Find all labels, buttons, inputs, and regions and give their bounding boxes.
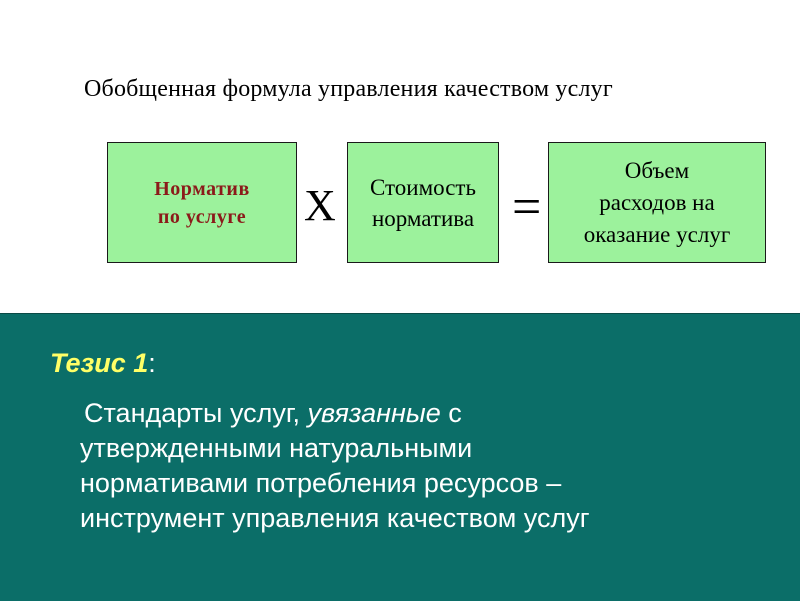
box1-line2: по услуге	[157, 205, 247, 228]
thesis-body	[80, 396, 780, 536]
box3-line1: Объем	[624, 157, 690, 183]
thesis-line-3: нормативами потребления ресурсов –	[80, 468, 562, 498]
thesis-line-1	[80, 396, 780, 431]
box3-line2: расходов на	[599, 189, 715, 215]
multiply-operator: Х	[304, 181, 336, 230]
thesis-line-4: инструмент управления качеством услуг	[80, 503, 590, 533]
norm-per-service-box	[107, 142, 297, 263]
box3-line3: оказание услуг	[583, 221, 731, 247]
thesis-line-2: утвержденными натуральными	[80, 433, 473, 463]
box1-line1: Норматив	[154, 177, 250, 200]
thesis-text-part2: с	[440, 398, 462, 428]
thesis-text-part1: Стандарты услуг,	[84, 398, 308, 428]
box2-line2: норматива	[371, 205, 475, 231]
norm-cost-box	[347, 142, 499, 263]
thesis-heading-text: Тезис 1	[50, 348, 149, 378]
slide-title: Обобщенная формула управления качеством услуг	[84, 76, 613, 102]
thesis-heading	[50, 348, 156, 379]
thesis-colon: :	[148, 348, 156, 378]
thesis-text-italic: увязанные	[307, 398, 441, 428]
box2-line1: Стоимость	[370, 174, 476, 200]
equals-operator: =	[512, 179, 542, 236]
expense-volume-box	[548, 142, 766, 263]
